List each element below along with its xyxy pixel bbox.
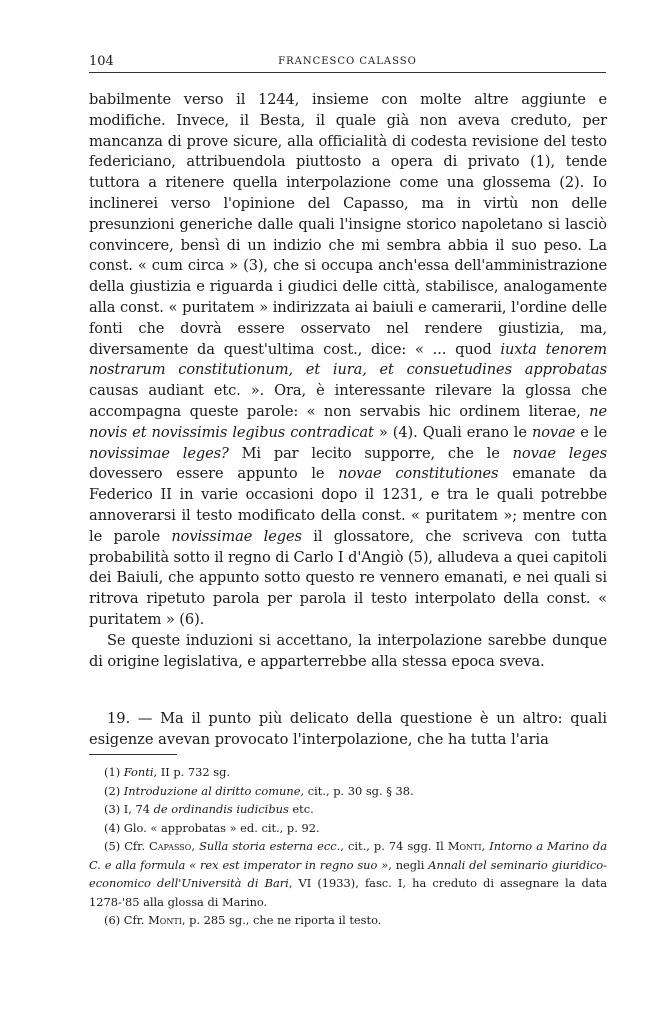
- footnote-4: (4) Glo. « approbatas » ed. cit., p. 92.: [104, 820, 320, 835]
- footnote-3: (3) I, 74 de ordinandis iudicibus etc.: [104, 802, 314, 816]
- page-header: [89, 52, 606, 73]
- page-number: 104: [89, 54, 114, 69]
- running-head: FRANCESCO CALASSO: [278, 56, 417, 67]
- section-19: [89, 708, 607, 750]
- footnote-rule: [89, 754, 177, 755]
- footnote-1: (1) Fonti, II p. 732 sg.: [104, 765, 230, 779]
- footnotes: [89, 763, 607, 930]
- footnote-6: (6) Cfr. Monti, p. 285 sg., che ne riporta il testo.: [104, 913, 382, 927]
- main-text: [89, 90, 607, 672]
- footnote-2: (2) Introduzione al diritto comune, cit., p. 30 sg. § 38.: [104, 783, 414, 798]
- footnote-5: (5) Cfr. Capasso, Sulla storia esterna ecc., cit., p. 74 sgg. Il Monti, Intorno a Marino da C. e alla formula « rex est imperator in regno suo », negli Annali del seminario giuridico-economico dell'Università di Bari, VI (1933), fasc. I, ha creduto di assegnare la data 1278-'85 alla glossa di Marino.: [89, 839, 607, 909]
- section-paragraph: 19. — Ma il punto più delicato della questione è un altro: quali esigenze avevan provocato l'interpolazione, che ha tutta l'aria: [89, 710, 607, 748]
- paragraph: babilmente verso il 1244, insieme con molte altre aggiunte e modifiche. Invece, il Besta, il quale già non aveva creduto, per mancanza di prove sicure, alla officialità di codesta revisione del testo federiciano, attribuendola piuttosto a opera di privato (1), tende tuttora a ritenere quella interpolazione come una glossema (2). Io inclinerei verso l'opinione del Capasso, ma in virtù non delle presunzioni generiche dalle quali l'insigne storico napoletano si lasciò convincere, bensì di un indizio che mi sembra abbia il suo peso. La const. « cum circa » (3), che si occupa anch'essa dell'amministrazione della giustizia e riguarda i giudici delle città, stabilisce, analogamente alla const. « puritatem » indirizzata ai baiuli e camerarii, l'ordine delle fonti che dovrà essere osservato nel rendere giustizia, ma, diversamente da quest'ultima cost., dice: « ... quod iuxta tenorem nostrarum constitutionum, et iura, et consuetudines approbatas causas audiant etc. ». Ora, è interessante rilevare la glossa che accompagna queste parole: « non servabis hic ordinem literae, ne novis et novissimis legibus contradicat » (4). Quali erano le novae e le novissimae leges? Mi par lecito supporre, che le novae leges dovessero essere appunto le novae constitutiones emanate da Federico II in varie occasioni dopo il 1231, e tra le quali potrebbe annoverarsi il testo modificato della const. « puritatem »; mentre con le parole novissimae leges il glossatore, che scriveva con tutta probabilità sotto il regno di Carlo I d'Angiò (5), alludeva a quei capitoli dei Baiuli, che appunto sotto questo re vennero emanati, e nei quali si ritrova ripetuto parola per parola il testo interpolato della const. « puritatem » (6).: [89, 91, 608, 628]
- paragraph: Se queste induzioni si accettano, la interpolazione sarebbe dunque di origine legislativa, e apparterrebbe alla stessa epoca sveva.: [89, 631, 607, 670]
